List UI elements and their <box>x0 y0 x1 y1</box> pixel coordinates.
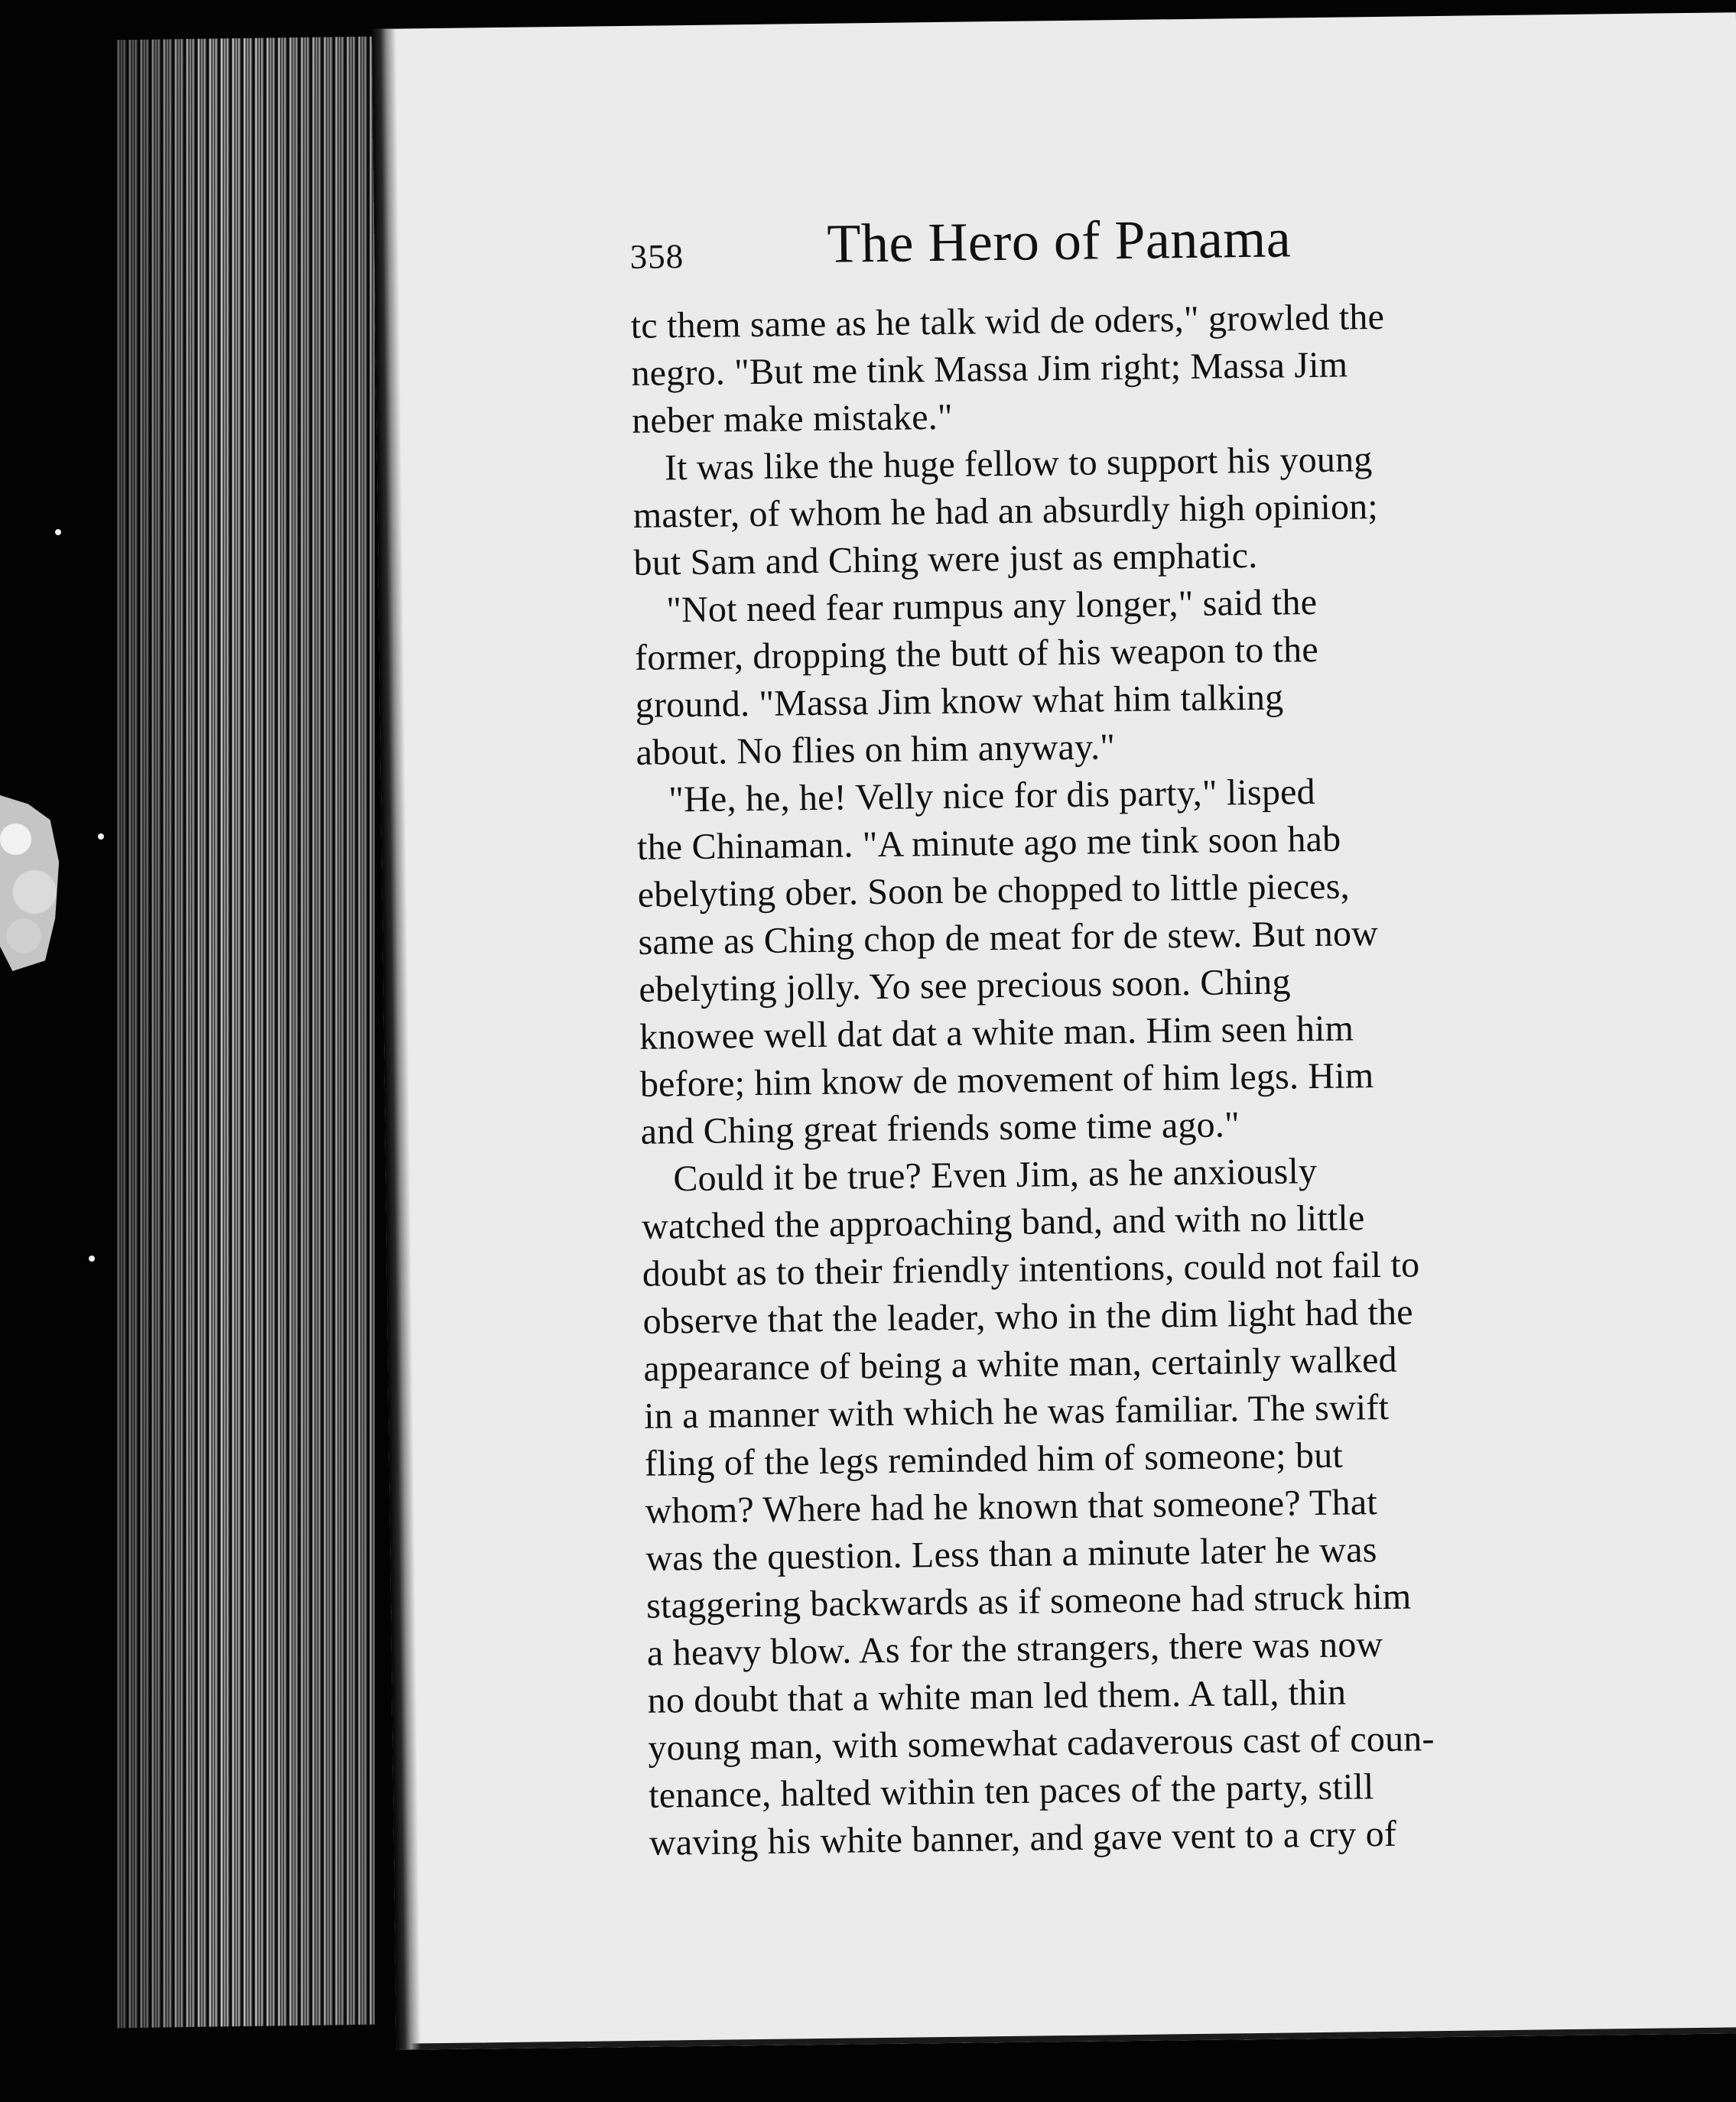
text-line: fling of the legs reminded him of someone; but <box>644 1434 1344 1484</box>
text-line: "He, he, he! Velly nice for dis party," lisped <box>668 772 1316 820</box>
text-line: neber make mistake." <box>631 396 954 441</box>
text-line: the Chinaman. "A minute ago me tink soon hab <box>636 818 1341 868</box>
book-page-edges <box>115 37 375 2029</box>
text-line: ebelyting jolly. Yo see precious soon. Ching <box>639 961 1291 1010</box>
text-line: whom? Where had he known that someone? That <box>645 1482 1378 1532</box>
page-content <box>372 12 1736 2050</box>
text-line: in a manner with which he was familiar. The swift <box>643 1386 1390 1437</box>
text-line: a heavy blow. As for the strangers, there was now <box>646 1624 1383 1674</box>
text-line: Could it be true? Even Jim, as he anxiously <box>673 1151 1318 1200</box>
text-line: watched the approaching band, and with no little <box>641 1197 1365 1247</box>
text-line: ebelyting ober. Soon be chopped to little pieces, <box>637 866 1351 915</box>
text-line: negro. "But me tink Massa Jim right; Massa Jim <box>631 344 1348 394</box>
text-line: appearance of being a white man, certainly walked <box>643 1339 1398 1389</box>
text-line: doubt as to their friendly intentions, could not fail to <box>642 1244 1420 1295</box>
body-text <box>630 291 1552 1863</box>
text-line: young man, with somewhat cadaverous cast of coun- <box>648 1718 1435 1769</box>
text-line: staggering backwards as if someone had struck him <box>645 1576 1412 1626</box>
text-line: tc them same as he talk wid de oders," growled the <box>630 296 1385 346</box>
page-number: 358 <box>629 237 684 276</box>
scan-speck <box>89 1256 95 1262</box>
scan-speck <box>55 529 61 535</box>
text-line: observe that the leader, who in the dim light had the <box>642 1291 1414 1342</box>
text-line: about. No flies on him anyway." <box>636 726 1116 773</box>
text-line: was the question. Less than a minute later he was <box>645 1529 1377 1579</box>
text-line: but Sam and Ching were just as emphatic. <box>633 534 1258 583</box>
text-line: knowee well dat dat a white man. Him seen him <box>639 1008 1354 1057</box>
text-line: and Ching great friends some time ago." <box>640 1104 1240 1152</box>
text-line: master, of whom he had an absurdly high opinion; <box>632 486 1379 536</box>
text-line: "Not need fear rumpus any longer," said the <box>665 581 1318 631</box>
text-line: It was like the huge fellow to support his young <box>664 439 1373 489</box>
text-line: same as Ching chop de meat for de stew. But now <box>638 913 1379 963</box>
running-header <box>629 208 1484 288</box>
scan-speck <box>98 833 104 840</box>
text-line: no doubt that a white man led them. A tall, thin <box>647 1672 1347 1721</box>
book-title: The Hero of Panama <box>826 207 1292 275</box>
book-page <box>372 12 1736 2050</box>
text-line: waving his white banner, and gave vent to a cry of <box>649 1813 1397 1863</box>
text-line: former, dropping the butt of his weapon to the <box>634 629 1319 678</box>
text-line: ground. "Massa Jim know what him talking <box>635 677 1284 726</box>
paper-fragment <box>0 795 63 971</box>
text-line: before; him know de movement of him legs. Him <box>639 1055 1374 1105</box>
text-line: tenance, halted within ten paces of the party, still <box>648 1766 1374 1816</box>
